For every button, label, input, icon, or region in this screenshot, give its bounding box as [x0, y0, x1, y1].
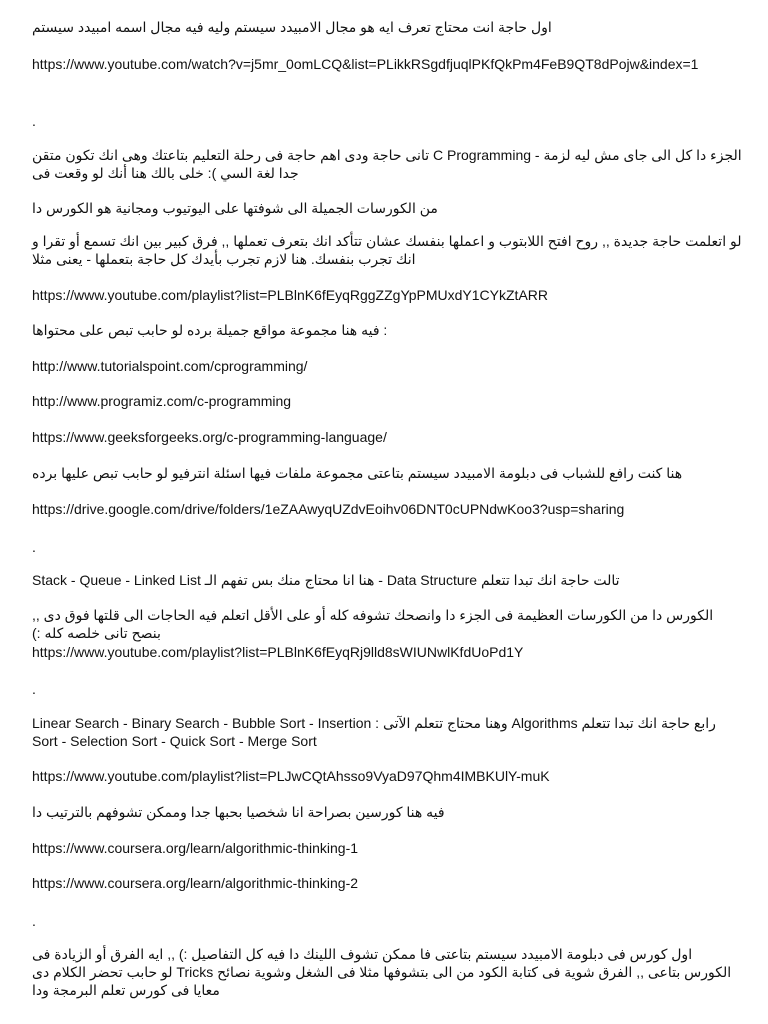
paragraph-youtube-courses: من الكورسات الجميلة الى شوفتها على اليوتيوب ومجانية هو الكورس دا	[32, 200, 438, 216]
link-programiz[interactable]: http://www.programiz.com/c-programming	[32, 393, 292, 409]
paragraph-intro: اول حاجة انت محتاج تعرف ايه هو مجال الامبيدد سيستم وليه فيه مجال اسمه امبيدد سيستم	[32, 19, 552, 35]
link-geeksforgeeks[interactable]: https://www.geeksforgeeks.org/c-programming-language/	[32, 429, 387, 445]
separator-dot: .	[32, 539, 36, 555]
paragraph-c-programming: الجزء دا كل الى جاى مش ليه لزمة - C Programming تانى حاجة ودى اهم حاجة فى رحلة التعليم بتاعتك وهى انك تكون متقن جدا لغة السي ): خلى بالك هنا أنك لو وقعت فى	[28, 147, 742, 181]
separator-dot: .	[32, 913, 36, 929]
link-youtube-intro-video[interactable]: https://www.youtube.com/watch?v=j5mr_0omLCQ&list=PLikkRSgdfjuqlPKfQkPm4FeB9QT8dPojw&index=1	[32, 56, 699, 72]
link-youtube-ds-playlist[interactable]: https://www.youtube.com/playlist?list=PLBlnK6fEyqRj9lld8sWIUNwlKfdUoPd1Y	[32, 644, 524, 660]
paragraph-algorithms: رابع حاجة انك تبدا تتعلم Algorithms وهنا محتاج تتعلم الآتى : Linear Search - Binary Search - Bubble Sort - Insertion Sort - Selection Sort - Quick Sort - Merge Sort	[28, 715, 716, 749]
paragraph-practice-advice: لو اتعلمت حاجة جديدة ,, روح افتح اللابتوب و اعملها بنفسك عشان تتأكد انك بتعرف تعملها ,, فرق كبير بين انك تسمع أو تقرا و انك تجرب بنفسك. هنا لازم تجرب بأيدك كل حاجة بتعملها - يعنى مثلا	[28, 233, 742, 267]
link-youtube-algorithms-playlist[interactable]: https://www.youtube.com/playlist?list=PLJwCQtAhsso9VyaD97Qhm4IMBKUlY-muK	[32, 768, 550, 784]
link-coursera-algorithmic-thinking-1[interactable]: https://www.coursera.org/learn/algorithmic-thinking-1	[32, 840, 359, 856]
paragraph-interview-files: هنا كنت رافع للشباب فى دبلومة الامبيدد سيستم بتاعتى مجموعة ملفات فيها اسئلة انترفيو لو حابب تبص عليها برده	[32, 465, 683, 481]
separator-dot: .	[32, 681, 36, 697]
paragraph-data-structure: تالت حاجة انك تبدا تتعلم Data Structure - هنا انا محتاج منك بس تفهم الـ Stack - Queue - Linked List	[32, 572, 620, 588]
separator-dot: .	[32, 113, 36, 129]
link-tutorialspoint[interactable]: http://www.tutorialspoint.com/cprogramming/	[32, 358, 308, 374]
paragraph-diploma-course: اول كورس فى دبلومة الامبيدد سيستم بتاعتى فا ممكن تشوف اللينك دا فيه كل التفاصيل :) ,, ايه الفرق أو الزيادة فى الكورس بتاعى ,, الفرق شوية فى كتابة الكود من الى بتشوفها مثلا فى الشغل وشوية نصائح Tricks لو حابب تحضر الكلام دى معايا فى كورس تعلم البرمجة ودا	[28, 946, 732, 998]
link-youtube-c-playlist[interactable]: https://www.youtube.com/playlist?list=PLBlnK6fEyqRggZZgYpPMUxdY1CYkZtARR	[32, 287, 549, 303]
link-google-drive-folder[interactable]: https://drive.google.com/drive/folders/1eZAAwyqUZdvEoihv06DNT0cUPNdwKoo3?usp=sharing	[32, 501, 625, 517]
paragraph-websites-intro: : فيه هنا مجموعة مواقع جميلة برده لو حابب تبص على محتواها	[32, 322, 388, 338]
paragraph-coursera-intro: فيه هنا كورسين بصراحة انا شخصيا بحبها جدا وممكن تشوفهم بالترتيب دا	[32, 804, 445, 820]
link-coursera-algorithmic-thinking-2[interactable]: https://www.coursera.org/learn/algorithmic-thinking-2	[32, 875, 359, 891]
paragraph-ds-course-advice: الكورس دا من الكورسات العظيمة فى الجزء دا وانصحك تشوفه كله أو على الأقل اتعلم فيه الحاجات الى قلتها فوق دى ,, بنصح تانى خلصه كله :)	[28, 607, 714, 641]
